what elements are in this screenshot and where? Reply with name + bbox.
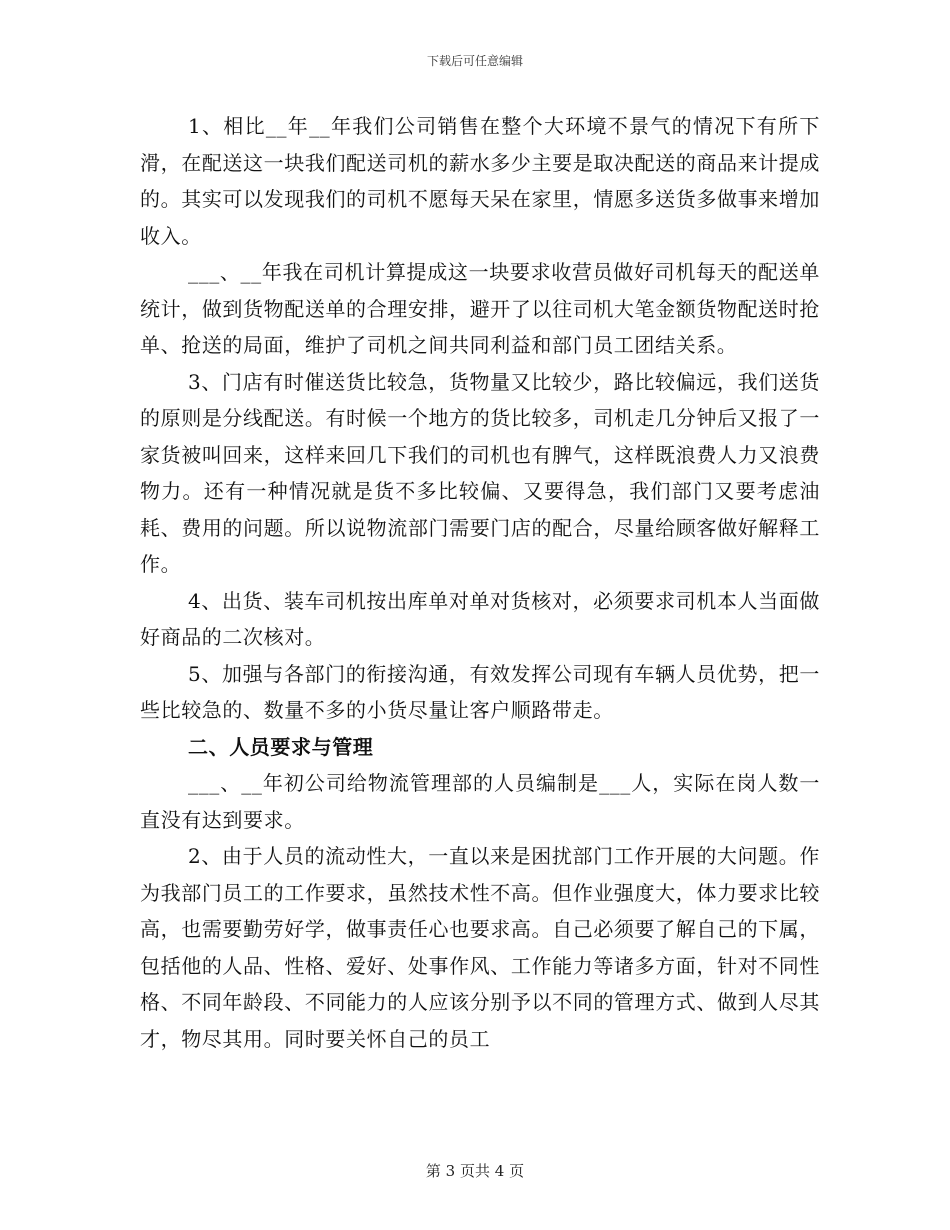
paragraph-5: 5、加强与各部门的衔接沟通，有效发挥公司现有车辆人员优势，把一些比较急的、数量不多的小货尽量让客户顺路带走。 — [140, 661, 820, 722]
paragraph-7: 2、由于人员的流动性大，一直以来是困扰部门工作开展的大问题。作为我部门员工的工作要求，虽然技术性不高。但作业强度大，体力要求比较高，也需要勤劳好学，做事责任心也要求高。自己必须要了解自己的下属，包括他的人品、性格、爱好、处事作风、工作能力等诸多方面，针对不同性格、不同年龄段、不同能力的人应该分别予以不同的管理方式、做到人尽其才，物尽其用。同时要关怀自己的员工 — [140, 844, 820, 1051]
paragraph-2: ___、__年我在司机计算提成这一块要求收营员做好司机每天的配送单统计，做到货物配送单的合理安排，避开了以往司机大笔金额货物配送时抢单、抢送的局面，维护了司机之间共同利益和部门员工团结关系。 — [140, 260, 820, 357]
paragraph-4: 4、出货、装车司机按出库单对单对货核对，必须要求司机本人当面做好商品的二次核对。 — [140, 588, 820, 649]
document-body — [140, 108, 820, 1057]
paragraph-3: 3、门店有时催送货比较急，货物量又比较少，路比较偏远，我们送货的原则是分线配送。有时候一个地方的货比较多，司机走几分钟后又报了一家货被叫回来，这样来回几下我们的司机也有脾气，这样既浪费人力又浪费物力。还有一种情况就是货不多比较偏、又要得急，我们部门又要考虑油耗、费用的问题。所以说物流部门需要门店的配合，尽量给顾客做好解释工作。 — [140, 369, 820, 576]
paragraph-6: ___、__年初公司给物流管理部的人员编制是___人，实际在岗人数一直没有达到要求。 — [140, 771, 820, 832]
page-header: 下载后可任意编辑 — [426, 54, 523, 68]
paragraph-1: 1、相比__年__年我们公司销售在整个大环境不景气的情况下有所下滑，在配送这一块我们配送司机的薪水多少主要是取决配送的商品来计提成的。其实可以发现我们的司机不愿每天呆在家里，情愿多送货多做事来增加收入。 — [140, 114, 820, 248]
section-heading: 二、人员要求与管理 — [188, 734, 374, 759]
page-footer: 第 3 页共 4 页 — [425, 1162, 525, 1180]
